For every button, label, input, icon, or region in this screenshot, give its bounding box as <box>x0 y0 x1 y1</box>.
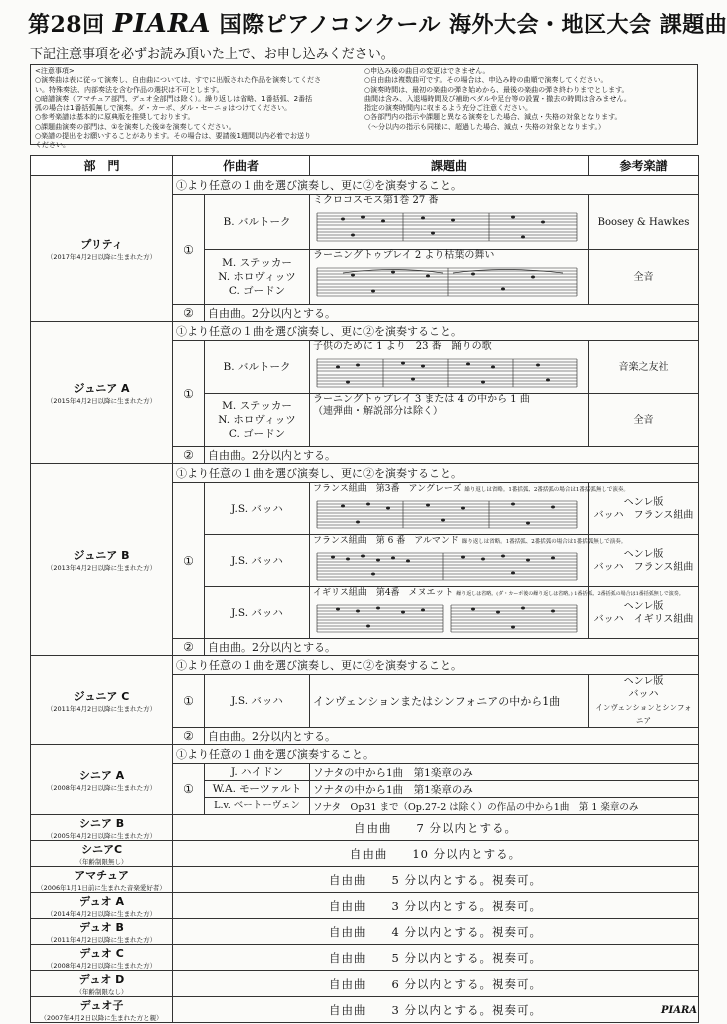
note-line: ○演奏時間は、最初の楽曲の弾き始めから、最後の楽曲の弾き終わりまでとします。 <box>364 85 629 94</box>
category-age: （2014年4月2日以降に生まれた方） <box>46 910 157 918</box>
composer-name: N. ホロヴィッツ <box>218 414 296 426</box>
circle-two: ② <box>173 728 205 745</box>
category-cell <box>31 815 173 841</box>
header-piece: 課題曲 <box>310 156 589 176</box>
free-piece-text: 自由曲 4 分以内とする。視奏可。 <box>173 919 699 945</box>
piece-note: 繰り返しは省略。1番括弧、2番括弧の場合は1番括弧無しで演奏。 <box>464 487 629 493</box>
reference-title: インヴェンションとシンフォニア <box>595 703 692 725</box>
piece-cell <box>310 250 589 305</box>
score-excerpt-image <box>313 550 581 582</box>
note-line: （〜分以内の指示も同様に、超過した場合、減点・失格の対象となります。） <box>364 122 605 131</box>
composer-cell: J. ハイドン <box>205 764 310 781</box>
reference-title: バッハ フランス組曲 <box>593 561 694 573</box>
category-cell-junior-c <box>31 656 173 745</box>
header-composer: 作曲者 <box>173 156 310 176</box>
instruction-text: ①より任意の１曲を選び演奏し、更に②を演奏すること。 <box>173 656 699 675</box>
score-excerpt-image <box>313 264 581 298</box>
reference-edition: ヘンレ版 <box>623 496 664 508</box>
piece-title: ラーニングトゥプレイ 2 より枯葉の舞い <box>313 250 495 261</box>
category-age: （2015年4月2日以降に生まれた方） <box>46 397 157 405</box>
piece-cell <box>310 483 629 535</box>
free-piece-text: 自由曲。2分以内とする。 <box>205 728 699 745</box>
table-row <box>31 176 699 195</box>
instruction-text: ①より任意の１曲を選び演奏し、更に②を演奏すること。 <box>173 464 699 483</box>
free-piece-text: 自由曲 3 分以内とする。視奏可。 <box>173 893 699 919</box>
header-category: 部 門 <box>31 156 173 176</box>
note-line: ○暗譜演奏（アマチュア部門、デュオ全部門は除く）。繰り返しは省略、1番括弧、2番括 <box>35 94 313 103</box>
free-piece-text: 自由曲 5 分以内とする。視奏可。 <box>173 945 699 971</box>
table-row <box>31 997 699 1023</box>
category-cell-junior-b <box>31 464 173 656</box>
note-line: ○課題曲演奏の部門は、①を演奏した後②を演奏してください。 <box>35 122 236 131</box>
piece-cell <box>310 394 589 447</box>
category-name: デュオ C <box>79 947 124 960</box>
note-line: ください。 <box>35 141 70 150</box>
reference-edition: ヘンレ版 <box>623 676 664 687</box>
footer-logo: PIARA <box>661 1005 698 1016</box>
competition-table <box>30 155 699 1023</box>
category-cell <box>31 971 173 997</box>
note-line: 指定の演奏時間内に収まるよう充分ご注意ください。 <box>364 104 532 113</box>
composer-name: M. ステッカー <box>222 400 292 412</box>
composer-cell: J.S. バッハ <box>205 675 310 728</box>
piece-cell: ソナタの中から1曲 第1楽章のみ <box>310 764 699 781</box>
category-cell <box>31 945 173 971</box>
reference-composer: バッハ <box>628 689 659 700</box>
circle-one: ① <box>173 195 205 305</box>
note-line: ○自由曲は複数曲可です。その場合は、申込み時の曲順で演奏してください。 <box>364 76 608 85</box>
category-cell <box>31 893 173 919</box>
category-cell-junior-a <box>31 322 173 464</box>
category-age: （年齢制限なし） <box>75 988 128 996</box>
category-cell <box>31 997 173 1023</box>
category-age: （2007年4月2日以降に生まれた方と親） <box>40 1014 163 1022</box>
note-line: ○参考楽譜は基本的に原典版を推奨しております。 <box>35 113 195 122</box>
score-excerpt-image <box>313 602 581 634</box>
category-age: （2017年4月2日以降に生まれた方） <box>46 253 157 261</box>
piece-cell <box>310 535 627 587</box>
circle-one: ① <box>173 483 205 639</box>
category-name: シニア A <box>78 769 125 782</box>
piece-title: フランス組曲 第3番 アングレーズ <box>313 484 462 494</box>
notes-right-column <box>364 67 693 142</box>
table-row <box>31 464 699 483</box>
composer-cell: B. バルトーク <box>205 195 310 250</box>
category-name: デュオ A <box>78 895 124 908</box>
table-row <box>31 971 699 997</box>
score-excerpt-image <box>313 355 581 389</box>
free-piece-text: 自由曲 5 分以内とする。視奏可。 <box>173 867 699 893</box>
reference-title: バッハ イギリス組曲 <box>593 613 694 625</box>
category-age: （年齢制限無し） <box>75 858 128 866</box>
category-name: シニアC <box>80 843 123 856</box>
table-header-row <box>31 156 699 176</box>
category-cell <box>31 841 173 867</box>
composer-cell: J.S. バッハ <box>205 483 310 535</box>
header-reference: 参考楽譜 <box>589 156 699 176</box>
piece-title: ミクロコスモス第1巻 27 番 <box>313 195 439 206</box>
piece-cell: インヴェンションまたはシンフォニアの中から1曲 <box>310 675 589 728</box>
reference-cell: Boosey & Hawkes <box>589 195 699 250</box>
circle-two: ② <box>173 447 205 464</box>
page-subtitle: 下記注意事項を必ずお読み頂いた上で、お申し込みください。 <box>30 47 394 62</box>
piece-note: 繰り返しは省略。1番括弧、2番括弧の場合は1番括弧無しで演奏。 <box>461 539 627 545</box>
table-row <box>31 322 699 341</box>
category-name: プリティ <box>80 238 123 251</box>
free-piece-text: 自由曲。2分以内とする。 <box>205 447 699 464</box>
table-row <box>31 841 699 867</box>
note-line: ○各部門内の指示や課題と異なる演奏をした場合、減点・失格の対象となります。 <box>364 113 622 122</box>
piece-cell <box>310 195 589 250</box>
instruction-text: ①より任意の１曲を選び演奏し、更に②を演奏すること。 <box>173 322 699 341</box>
notes-box <box>30 64 698 150</box>
free-piece-text: 自由曲。2分以内とする。 <box>205 305 699 322</box>
category-age: （2011年4月2日以降に生まれた方） <box>46 936 157 944</box>
piece-title-line <box>313 587 684 600</box>
piece-cell: ソナタ Op31 まで（Op.27-2 は除く）の作品の中から1曲 第 1 楽章のみ <box>310 798 699 815</box>
table-row <box>31 919 699 945</box>
score-excerpt-image <box>313 209 581 243</box>
note-line: 曲間は含み、入退場時間及び補助ペダルや足台等の設置・撤去の時間は含みません。 <box>364 94 631 103</box>
table-row <box>31 745 699 764</box>
composer-cell: L.v. ベートーヴェン <box>205 798 310 815</box>
category-name: ジュニア A <box>73 382 130 395</box>
reference-title: バッハ フランス組曲 <box>593 509 694 521</box>
table-row <box>31 945 699 971</box>
composer-cell: B. バルトーク <box>205 341 310 394</box>
composer-cell <box>205 394 310 447</box>
circle-one: ① <box>173 764 205 815</box>
note-line: 弧の場合は1番括弧無しで演奏。ダ・カーポ、ダル・セーニョはつけてください。 <box>35 104 292 113</box>
reference-edition: ヘンレ版 <box>623 548 664 560</box>
score-excerpt-image <box>313 498 581 530</box>
title-prefix: 第28回 <box>28 12 105 38</box>
category-age: （2005年4月2日以降に生まれた方） <box>46 832 157 840</box>
composer-cell <box>205 250 310 305</box>
table-row <box>31 815 699 841</box>
table-row <box>31 867 699 893</box>
reference-edition: ヘンレ版 <box>623 600 664 612</box>
piece-title: ラーニングトゥプレイ 3 または 4 の中から 1 曲 <box>313 394 530 405</box>
piece-title-line <box>313 535 627 548</box>
category-cell-senior-a <box>31 745 173 815</box>
reference-cell <box>589 675 699 728</box>
piece-title: フランス組曲 第 6 番 アルマンド <box>313 536 459 546</box>
free-piece-text: 自由曲 10 分以内とする。 <box>173 841 699 867</box>
table-row <box>31 656 699 675</box>
category-cell <box>31 867 173 893</box>
reference-cell: 全音 <box>589 250 699 305</box>
piece-title-line <box>313 483 629 496</box>
circle-one: ① <box>173 341 205 447</box>
composer-name: N. ホロヴィッツ <box>218 271 296 283</box>
piece-title: 子供のために 1 より 23 番 踊りの歌 <box>313 341 492 352</box>
note-line: い。特殊奏法、内部奏法を含む作品の選択は不可とします。 <box>35 85 224 94</box>
reference-cell: 音楽之友社 <box>589 341 699 394</box>
piece-note: 繰り返しは省略。(ダ・カーポ後の繰り返しは省略。) 1番括弧、2番括弧の場合は1番括弧無しで演奏。 <box>456 591 684 597</box>
category-name: アマチュア <box>74 869 129 882</box>
table-row <box>31 893 699 919</box>
note-line: ○申込み後の曲目の変更はできません。 <box>364 67 490 75</box>
category-name: ジュニア C <box>73 689 130 703</box>
piece-title: イギリス組曲 第4番 メヌエット <box>313 588 454 598</box>
page-title <box>28 8 727 39</box>
category-age: （2013年4月2日以降に生まれた方） <box>46 564 157 572</box>
composer-name: C. ゴードン <box>228 428 286 440</box>
piara-logo: PIARA <box>112 9 212 39</box>
note-line: ○演奏曲は表に従って演奏し、自由曲については、すでに出版された作品を演奏してくださ <box>35 76 322 85</box>
circle-two: ② <box>173 639 205 656</box>
free-piece-text: 自由曲 3 分以内とする。視奏可。 <box>173 997 699 1023</box>
category-name: デュオ D <box>78 973 125 986</box>
category-age: （2006年1月1日前に生まれた音楽愛好者） <box>37 884 166 892</box>
category-age: （2008年4月2日以降に生まれた方） <box>46 962 157 970</box>
piece-note: （連弾曲・解説部分は除く） <box>313 406 444 417</box>
category-cell-pretty <box>31 176 173 322</box>
category-name: シニア B <box>78 817 125 830</box>
note-line: ○楽譜の提出をお願いすることがあります。その場合は、要請後1週間以内必着でお送り <box>35 132 312 141</box>
title-main: 国際ピアノコンクール 海外大会・地区大会 課題曲 <box>219 12 727 38</box>
category-cell <box>31 919 173 945</box>
category-name: ジュニア B <box>73 549 130 562</box>
piece-cell: ソナタの中から1曲 第1楽章のみ <box>310 781 699 798</box>
category-name: デュオ子 <box>79 999 124 1012</box>
category-age: （2008年4月2日以降に生まれた方） <box>46 784 157 792</box>
circle-two: ② <box>173 305 205 322</box>
composer-name: C. ゴードン <box>228 285 286 297</box>
instruction-text: ①より任意の１曲を選び演奏し、更に②を演奏すること。 <box>173 176 699 195</box>
composer-cell: W.A. モーツァルト <box>205 781 310 798</box>
reference-cell: 全音 <box>589 394 699 447</box>
circle-one: ① <box>173 675 205 728</box>
piece-cell <box>310 341 589 394</box>
note-line: <注意事項> <box>35 67 75 75</box>
composer-cell: J.S. バッハ <box>205 587 310 639</box>
composer-cell: J.S. バッハ <box>205 535 310 587</box>
category-age: （2011年4月2日以降に生まれた方） <box>46 704 157 713</box>
notes-left-column <box>35 67 364 150</box>
category-name: デュオ B <box>79 921 124 934</box>
instruction-text: ①より任意の１曲を選び演奏すること。 <box>173 745 699 764</box>
composer-name: M. ステッカー <box>222 257 292 269</box>
free-piece-text: 自由曲 7 分以内とする。 <box>173 815 699 841</box>
free-piece-text: 自由曲。2分以内とする。 <box>205 639 699 656</box>
free-piece-text: 自由曲 6 分以内とする。視奏可。 <box>173 971 699 997</box>
